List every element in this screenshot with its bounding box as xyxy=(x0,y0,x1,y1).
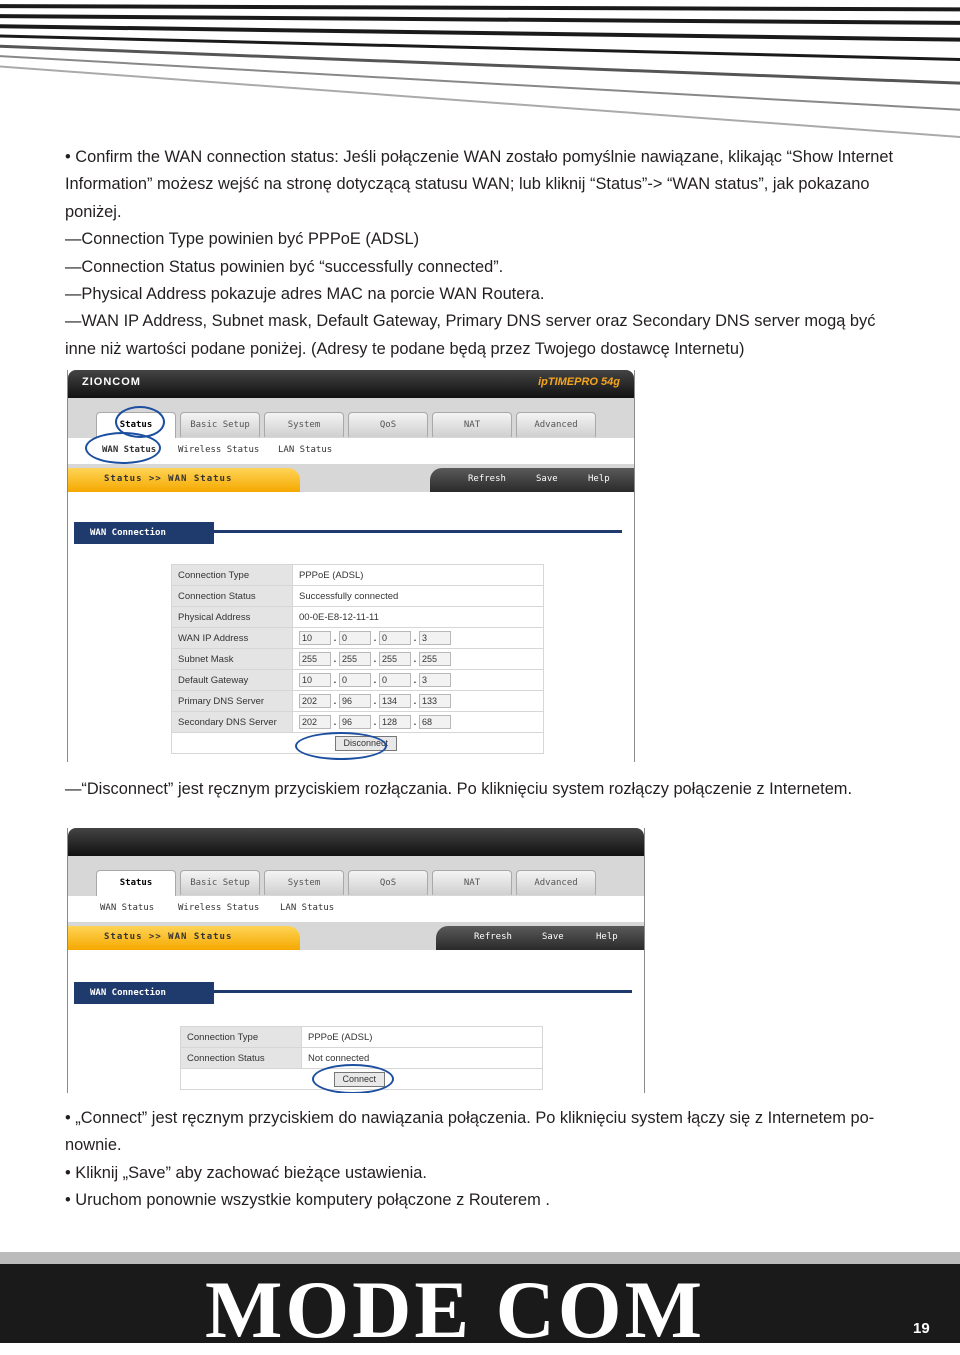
highlight-oval xyxy=(295,732,387,760)
disconnect-button[interactable]: Disconnect xyxy=(335,736,398,751)
subtab-wan-status[interactable]: WAN Status xyxy=(100,903,155,913)
outro-save: • Kliknij „Save” aby zachować bieżące ustawienia. xyxy=(65,1163,427,1182)
router-title-bar xyxy=(68,370,634,398)
help-button[interactable]: Help xyxy=(588,474,610,484)
intro-physical-address: —Physical Address pokazuje adres MAC na porcie WAN Routera. xyxy=(65,285,545,304)
tab-status[interactable]: Status xyxy=(96,870,176,897)
page-number: 19 xyxy=(913,1320,930,1337)
router-tabs xyxy=(96,870,600,896)
tab-nat[interactable]: NAT xyxy=(432,412,512,437)
subtab-lan-status[interactable]: LAN Status xyxy=(280,903,335,913)
tab-advanced[interactable]: Advanced xyxy=(516,870,596,895)
tab-system[interactable]: System xyxy=(264,412,344,437)
connection-type-value: PPPoE (ADSL) xyxy=(302,1027,543,1048)
intro-connection-status: —Connection Status powinien być “successfully connected”. xyxy=(65,257,504,276)
row-label: Secondary DNS Server xyxy=(172,712,293,733)
primary-dns-value: 202 . 96 . 134 . 133 xyxy=(293,691,544,712)
row-label: Connection Type xyxy=(181,1027,302,1048)
tab-qos[interactable]: QoS xyxy=(348,870,428,895)
breadcrumb: Status >> WAN Status xyxy=(68,468,300,492)
row-label: Connection Status xyxy=(181,1048,302,1069)
row-label: Subnet Mask xyxy=(172,649,293,670)
connection-type-value: PPPoE (ADSL) xyxy=(293,565,544,586)
refresh-button[interactable]: Refresh xyxy=(474,932,512,942)
connect-button[interactable]: Connect xyxy=(334,1072,386,1087)
intro-paragraph: • Confirm the WAN connection status: Jeśli połączenie WAN zostało pomyślnie nawiązane, klikając “Show Internet Information” możesz wejść na stronę dotyczącą statusu WAN; lub kliknij “Status”-> “WAN status”, jak pokazano poniżej. xyxy=(65,148,894,221)
section-title: WAN Connection xyxy=(74,522,214,544)
tab-advanced[interactable]: Advanced xyxy=(516,412,596,437)
router-brand: ZIONCOM xyxy=(82,376,141,388)
outro-restart: • Uruchom ponownie wszystkie komputery połączone z Routerem . xyxy=(65,1191,550,1210)
router-screenshot-connected xyxy=(67,370,635,762)
subtab-lan-status[interactable]: LAN Status xyxy=(278,445,333,455)
secondary-dns-value: 202 . 96 . 128 . 68 xyxy=(293,712,544,733)
intro-wan-ip: —WAN IP Address, Subnet mask, Default Gateway, Primary DNS server oraz Secondary DNS server mogą być inne niż wartości podane poniżej. (Adresy te podane będą przez Twojego dostawcę Internetu) xyxy=(65,312,876,358)
subtab-wan-status[interactable]: WAN Status xyxy=(102,445,157,455)
router-tabs xyxy=(96,412,600,438)
section-title: WAN Connection xyxy=(74,982,214,1004)
action-bar xyxy=(430,468,634,492)
tab-nat[interactable]: NAT xyxy=(432,870,512,895)
tab-qos[interactable]: QoS xyxy=(348,412,428,437)
router-model: ipTIMEPRO 54g xyxy=(538,376,620,388)
modecom-logo: MODE COM xyxy=(205,1264,705,1355)
save-button[interactable]: Save xyxy=(536,474,558,484)
physical-address-value: 00-0E-E8-12-11-11 xyxy=(293,607,544,628)
default-gateway-value: 10 . 0 . 0 . 3 xyxy=(293,670,544,691)
router-screenshot-disconnected xyxy=(67,828,645,1093)
row-label: Primary DNS Server xyxy=(172,691,293,712)
subtab-wireless-status[interactable]: Wireless Status xyxy=(178,445,260,455)
row-label: Default Gateway xyxy=(172,670,293,691)
highlight-oval xyxy=(85,432,161,464)
wan-status-table xyxy=(171,564,544,754)
router-title-bar xyxy=(68,828,644,856)
refresh-button[interactable]: Refresh xyxy=(468,474,506,484)
disconnect-note: —“Disconnect” jest ręcznym przyciskiem rozłączania. Po kliknięciu system rozłączy połączenie z Internetem. xyxy=(65,780,853,798)
save-button[interactable]: Save xyxy=(542,932,564,942)
row-label: Connection Type xyxy=(172,565,293,586)
row-label: WAN IP Address xyxy=(172,628,293,649)
intro-connection-type: —Connection Type powinien być PPPoE (ADSL) xyxy=(65,230,420,249)
tab-status[interactable]: Status xyxy=(96,412,176,439)
breadcrumb: Status >> WAN Status xyxy=(68,926,300,950)
header-decoration xyxy=(0,0,960,150)
connection-status-value: Not connected xyxy=(302,1048,543,1069)
wan-ip-value: 10 . 0 . 0 . 3 xyxy=(293,628,544,649)
tab-basic-setup[interactable]: Basic Setup xyxy=(180,870,260,895)
subnet-mask-value: 255 . 255 . 255 . 255 xyxy=(293,649,544,670)
outro-connect: • „Connect” jest ręcznym przyciskiem do nawiązania połączenia. Po kliknięciu system łączy się z Internetem po-nownie. xyxy=(65,1109,875,1155)
row-label: Physical Address xyxy=(172,607,293,628)
help-button[interactable]: Help xyxy=(596,932,618,942)
subtab-wireless-status[interactable]: Wireless Status xyxy=(178,903,260,913)
connection-status-value: Successfully connected xyxy=(293,586,544,607)
outro-text xyxy=(65,1105,900,1215)
row-label: Connection Status xyxy=(172,586,293,607)
highlight-oval xyxy=(312,1064,394,1093)
tab-system[interactable]: System xyxy=(264,870,344,895)
action-bar xyxy=(436,926,644,950)
intro-text xyxy=(65,144,900,363)
tab-basic-setup[interactable]: Basic Setup xyxy=(180,412,260,437)
